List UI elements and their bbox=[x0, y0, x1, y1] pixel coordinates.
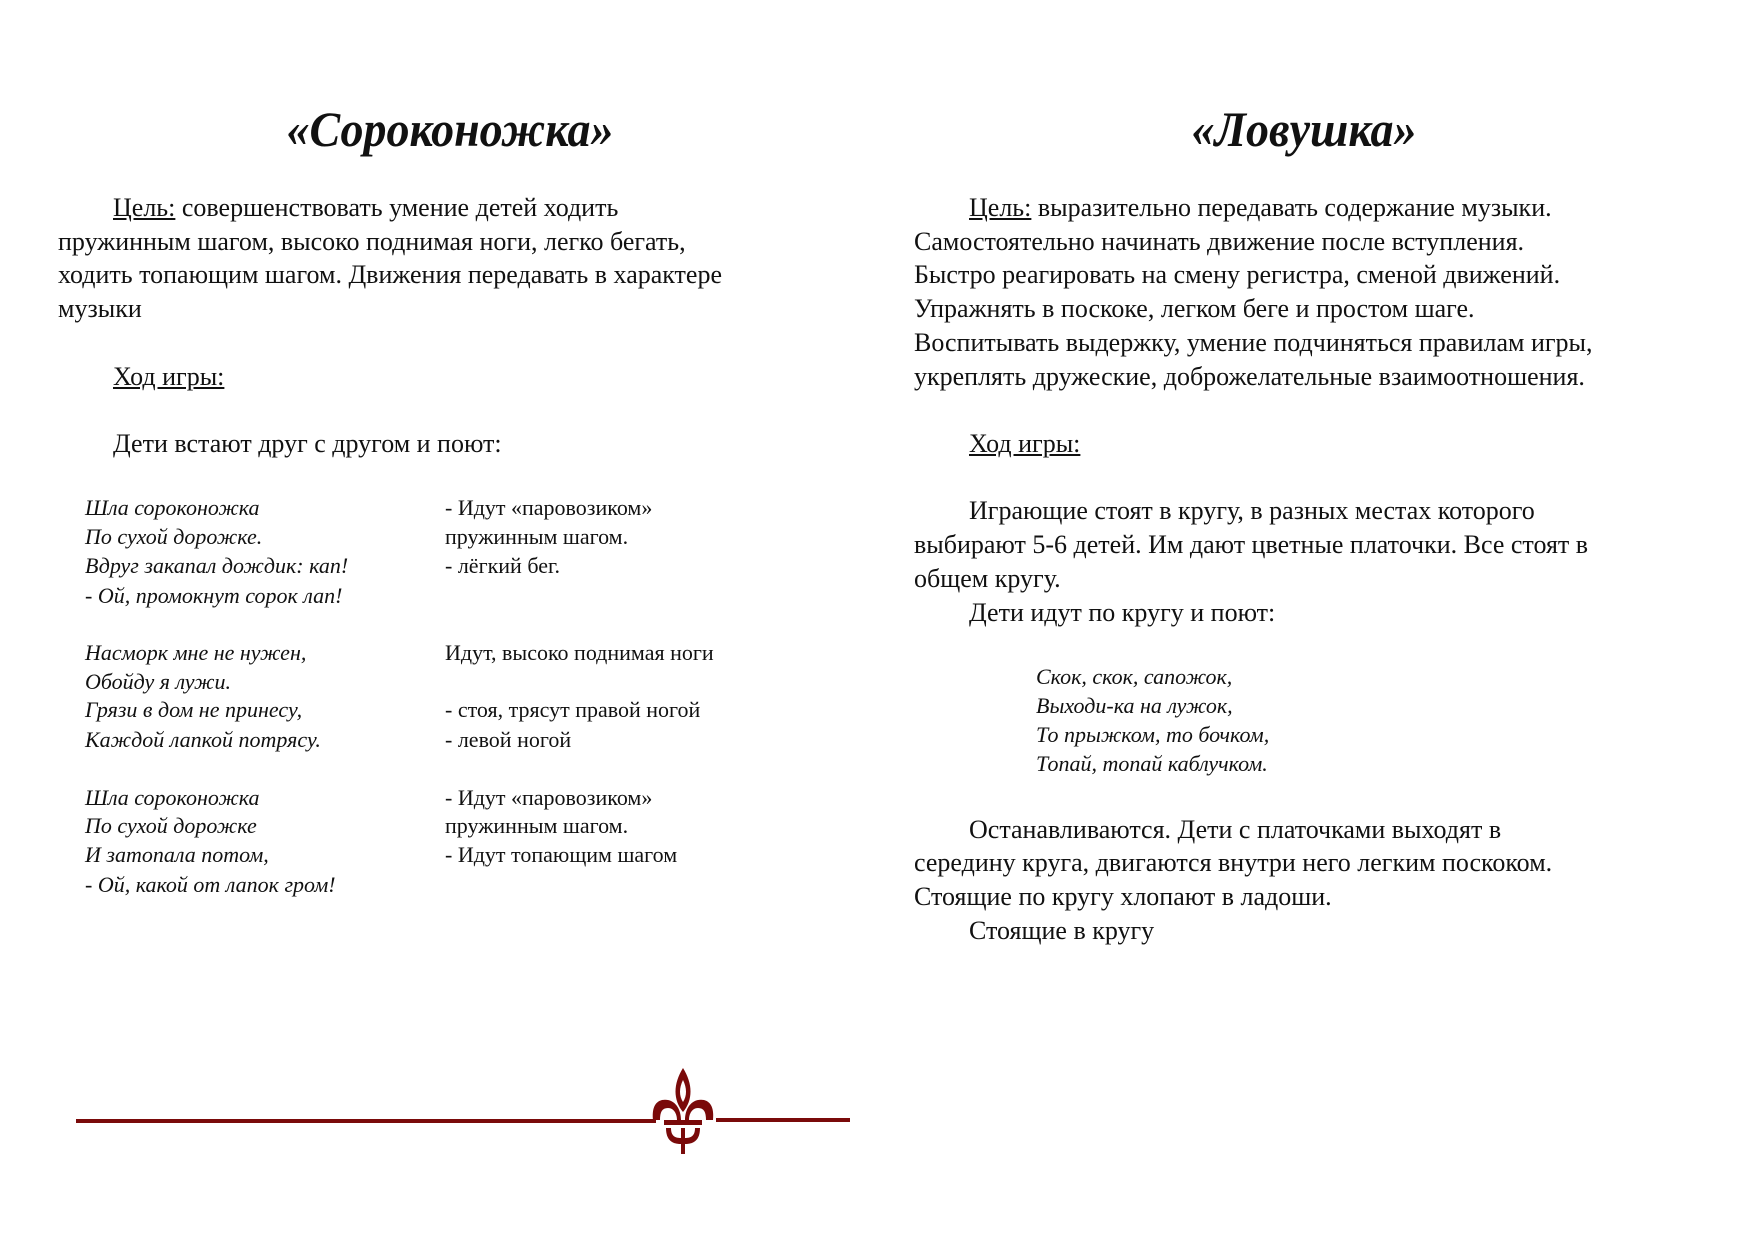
paragraph-line: выбирают 5-6 детей. Им дают цветные платочки. Все стоят в bbox=[914, 530, 1589, 559]
verse-line: Насморк мне не нужен, bbox=[85, 640, 307, 665]
action-line: - лёгкий бег. bbox=[445, 553, 561, 578]
verse-line: То прыжком, то бочком, bbox=[1036, 722, 1270, 747]
verse-line: Грязи в дом не принесу, bbox=[85, 697, 303, 722]
paragraph-line: Дети идут по кругу и поют: bbox=[969, 598, 1276, 627]
verse-line: И затопала потом, bbox=[85, 842, 269, 867]
verse-line: Шла сороконожка bbox=[85, 785, 260, 810]
goal-text: совершенствовать умение детей ходить bbox=[181, 193, 619, 222]
verse-line: Каждой лапкой потрясу. bbox=[85, 727, 321, 752]
paragraph-line: Стоящие по кругу хлопают в ладоши. bbox=[914, 882, 1332, 911]
paragraph-line: Стоящие в кругу bbox=[969, 916, 1155, 945]
left-title: «Сороконожка» bbox=[286, 101, 614, 157]
verse-line: Скок, скок, сапожок, bbox=[1036, 664, 1233, 689]
verse-line: Топай, топай каблучком. bbox=[1036, 751, 1268, 776]
verse-line: Обойду я лужи. bbox=[85, 669, 231, 694]
verse-line: - Ой, промокнут сорок лап! bbox=[85, 583, 343, 608]
right-title: «Ловушка» bbox=[1191, 101, 1417, 157]
divider-line-right bbox=[716, 1118, 850, 1122]
paragraph-line: Останавливаются. Дети с платочками выходят в bbox=[969, 815, 1502, 844]
action-line: - Идут «паровозиком» bbox=[445, 495, 653, 520]
fleur-de-lis-divider bbox=[70, 1060, 860, 1160]
fleur-de-lis-icon bbox=[653, 1068, 713, 1154]
right-goal-line: Быстро реагировать на смену регистра, сменой движений. bbox=[914, 260, 1561, 289]
goal-label: Цель: bbox=[113, 193, 176, 222]
right-goal-line: укреплять дружеские, доброжелательные взаимоотношения. bbox=[914, 362, 1585, 391]
left-goal-line: музыки bbox=[58, 294, 142, 323]
right-goal-line: Упражнять в поскоке, легком беге и простом шаге. bbox=[914, 294, 1475, 323]
verse-line: Вдруг закапал дождик: кап! bbox=[85, 553, 349, 578]
right-goal-line: Воспитывать выдержку, умение подчиняться правилам игры, bbox=[914, 328, 1593, 357]
left-goal-line bbox=[113, 191, 618, 225]
paragraph-line: середину круга, двигаются внутри него легким поскоком. bbox=[914, 848, 1553, 877]
left-process-label: Ход игры: bbox=[113, 362, 225, 391]
right-process-label: Ход игры: bbox=[969, 429, 1081, 458]
verse-line: По сухой дорожке. bbox=[85, 524, 263, 549]
action-line: пружинным шагом. bbox=[445, 524, 629, 549]
action-line: пружинным шагом. bbox=[445, 813, 629, 838]
verse-line: - Ой, какой от лапок гром! bbox=[85, 872, 336, 897]
action-line: Идут, высоко поднимая ноги bbox=[445, 640, 714, 665]
left-intro: Дети встают друг с другом и поют: bbox=[113, 429, 502, 458]
goal-text: выразительно передавать содержание музыки. bbox=[1037, 193, 1552, 222]
verse-line: Шла сороконожка bbox=[85, 495, 260, 520]
left-goal-line: ходить топающим шагом. Движения передавать в характере bbox=[58, 260, 723, 289]
paragraph-line: Играющие стоят в кругу, в разных местах которого bbox=[969, 496, 1535, 525]
verse-line: Выходи-ка на лужок, bbox=[1036, 693, 1233, 718]
right-goal-line: Самостоятельно начинать движение после вступления. bbox=[914, 227, 1525, 256]
action-line: - стоя, трясут правой ногой bbox=[445, 697, 701, 722]
paragraph-line: общем кругу. bbox=[914, 564, 1061, 593]
action-line: - левой ногой bbox=[445, 727, 572, 752]
verse-line: По сухой дорожке bbox=[85, 813, 257, 838]
divider-line-left bbox=[76, 1119, 656, 1123]
action-line: - Идут топающим шагом bbox=[445, 842, 678, 867]
goal-label: Цель: bbox=[969, 193, 1032, 222]
left-goal-line: пружинным шагом, высоко поднимая ноги, легко бегать, bbox=[58, 227, 686, 256]
right-goal-line bbox=[969, 191, 1552, 225]
action-line: - Идут «паровозиком» bbox=[445, 785, 653, 810]
